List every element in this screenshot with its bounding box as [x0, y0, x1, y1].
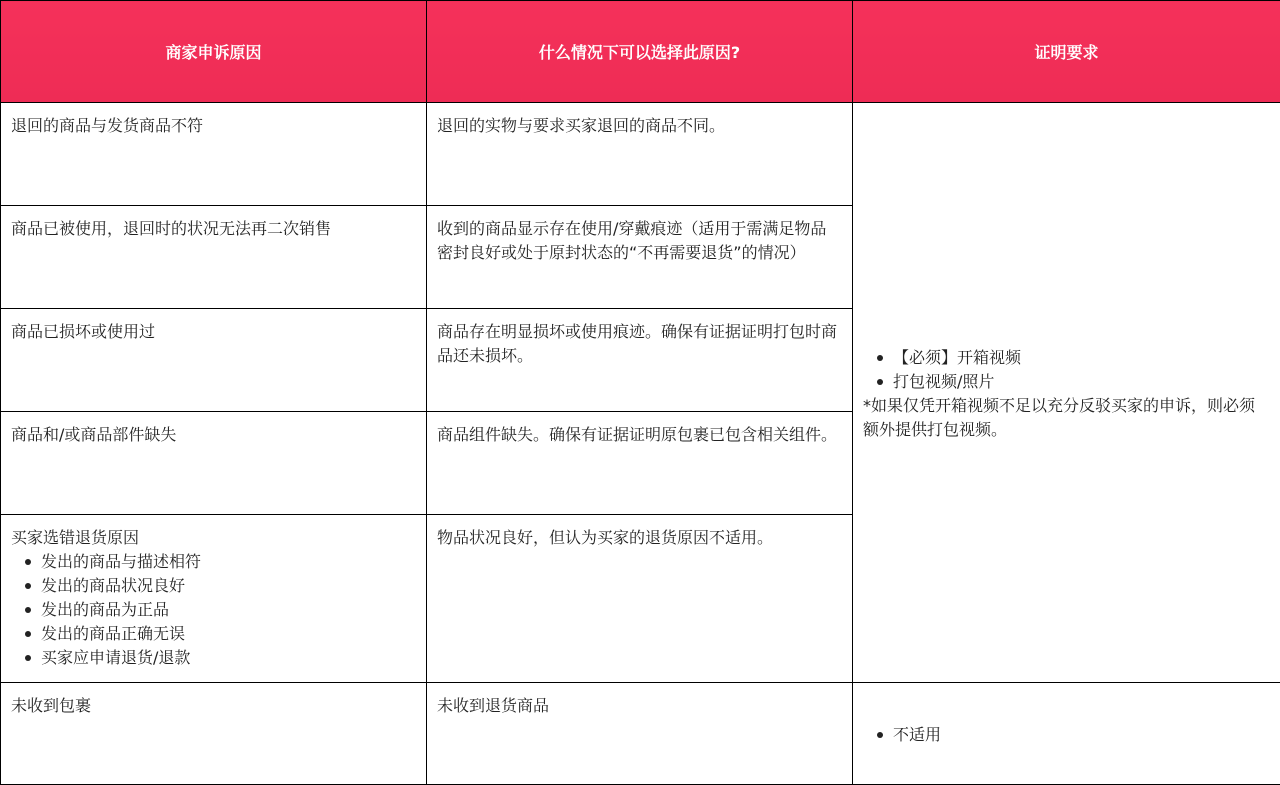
proof-cell-main: [853, 103, 1280, 683]
reason-cell: 商品已损坏或使用过: [1, 309, 427, 412]
list-item: 买家应申请退货/退款: [41, 646, 416, 670]
table-header-row: [1, 1, 1280, 103]
list-item: 发出的商品状况良好: [41, 574, 416, 598]
when-cell: 商品存在明显损坏或使用痕迹。确保有证据证明打包时商品还未损坏。: [427, 309, 853, 412]
reason-title: 买家选错退货原因: [11, 528, 140, 547]
reason-cell: [1, 515, 427, 683]
when-cell: 收到的商品显示存在使用/穿戴痕迹（适用于需满足物品密封良好或处于原封状态的“不再需要退货”的情况）: [427, 206, 853, 309]
proof-list: [863, 346, 1270, 394]
header-proof: 证明要求: [853, 1, 1280, 103]
header-reason: 商家申诉原因: [1, 1, 427, 103]
proof-cell-na: [853, 683, 1280, 785]
list-item: 发出的商品与描述相符: [41, 550, 416, 574]
table-row: [1, 103, 1280, 206]
list-item: 发出的商品为正品: [41, 598, 416, 622]
when-cell: 未收到退货商品: [427, 683, 853, 785]
proof-note: *如果仅凭开箱视频不足以充分反驳买家的申诉，则必须额外提供打包视频。: [863, 396, 1256, 439]
reason-sublist: [11, 550, 416, 670]
reason-cell: 退回的商品与发货商品不符: [1, 103, 427, 206]
table-row: [1, 683, 1280, 785]
list-item: 发出的商品正确无误: [41, 622, 416, 646]
list-item: 【必须】开箱视频: [893, 346, 1270, 370]
when-cell: 商品组件缺失。确保有证据证明原包裹已包含相关组件。: [427, 412, 853, 515]
when-cell: 物品状况良好，但认为买家的退货原因不适用。: [427, 515, 853, 683]
proof-na-list: [863, 723, 1270, 747]
reason-cell: 商品已被使用，退回时的状况无法再二次销售: [1, 206, 427, 309]
list-item: 不适用: [893, 723, 1270, 747]
reason-cell: 未收到包裹: [1, 683, 427, 785]
list-item: 打包视频/照片: [893, 370, 1270, 394]
when-cell: 退回的实物与要求买家退回的商品不同。: [427, 103, 853, 206]
header-when: 什么情况下可以选择此原因?: [427, 1, 853, 103]
reason-cell: 商品和/或商品部件缺失: [1, 412, 427, 515]
